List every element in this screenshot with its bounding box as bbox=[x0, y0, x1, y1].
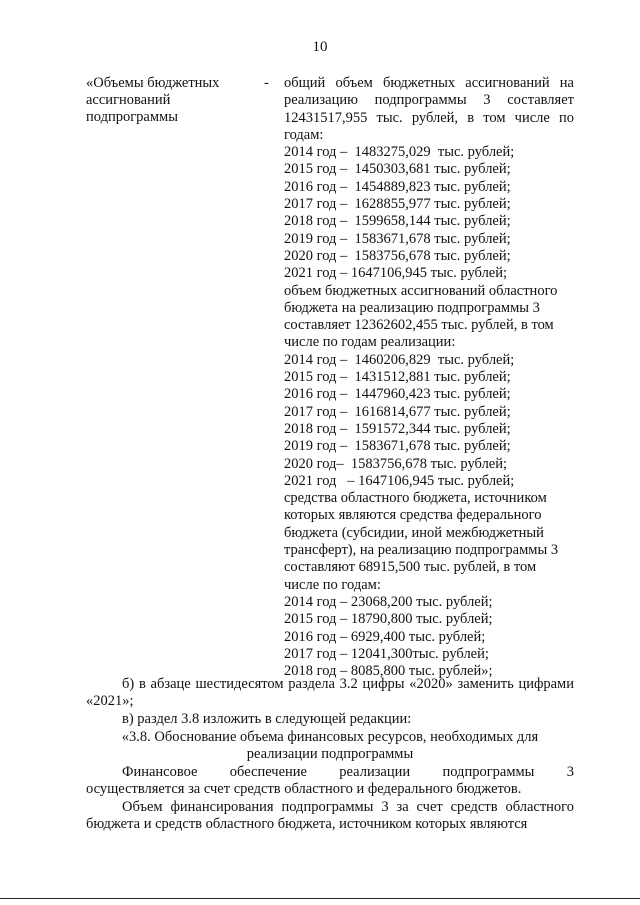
year-line: 2019 год – 1583671,678 тыс. рублей; bbox=[284, 230, 511, 247]
financing-first-line bbox=[86, 764, 574, 781]
row-dash: - bbox=[264, 75, 269, 91]
paragraph-b: б) в абзаце шестидесятом раздела 3.2 цифры «2020» заменить цифрами «2021»; bbox=[86, 676, 574, 710]
year-line: 2014 год – 1460206,829 тыс. рублей; bbox=[284, 351, 515, 368]
year-line: 2021 год – 1647106,945 тыс. рублей; bbox=[284, 265, 508, 282]
total-allocation-intro: общий объем бюджетных ассигнований на реализацию подпрограммы 3 составляет 12431517,955 тыс. рублей, в том числе по годам: bbox=[284, 75, 574, 143]
text-line: числе по годам: bbox=[284, 576, 381, 593]
regional-years-list bbox=[284, 352, 574, 490]
year-line: 2016 год – 1454889,823 тыс. рублей; bbox=[284, 178, 511, 195]
section-title-line-2: реализации подпрограммы bbox=[246, 746, 414, 762]
regional-budget-intro bbox=[284, 283, 574, 352]
text-line: составляют 68915,500 тыс. рублей, в том bbox=[284, 559, 537, 576]
financing-word: обеспечение bbox=[229, 764, 307, 780]
passport-row-label bbox=[86, 75, 266, 126]
year-line: 2019 год – 1583671,678 тыс. рублей; bbox=[284, 438, 511, 455]
year-line: 2021 год – 1647106,945 тыс. рублей; bbox=[284, 472, 515, 489]
year-line: 2018 год – 8085,800 тыс. рублей»; bbox=[284, 663, 493, 680]
year-line: 2015 год – 1431512,881 тыс. рублей; bbox=[284, 369, 511, 386]
total-years-list bbox=[284, 144, 574, 282]
label-line: ассигнований bbox=[86, 92, 171, 108]
financing-second-line: осуществляется за счет средств областного и федерального бюджетов. bbox=[86, 781, 522, 797]
page-number: 10 bbox=[312, 39, 328, 55]
year-line: 2020 год– 1583756,678 тыс. рублей; bbox=[284, 455, 508, 472]
financing-word: Финансовое bbox=[122, 764, 198, 780]
year-line: 2014 год – 23068,200 тыс. рублей; bbox=[284, 593, 493, 610]
text-line: бюджета (субсидии, иной межбюджетный bbox=[284, 524, 544, 541]
passport-row-value bbox=[284, 75, 574, 680]
year-line: 2015 год – 18790,800 тыс. рублей; bbox=[284, 611, 493, 628]
section-title-line-1: «3.8. Обоснование объема финансовых ресурсов, необходимых для bbox=[121, 729, 539, 745]
year-line: 2018 год – 1591572,344 тыс. рублей; bbox=[284, 420, 511, 437]
text-line: средства областного бюджета, источником bbox=[284, 490, 547, 507]
federal-funds-intro bbox=[284, 490, 574, 594]
financing-word: подпрограммы bbox=[442, 764, 535, 780]
page-bottom-border bbox=[0, 898, 640, 899]
text-line: трансферт), на реализацию подпрограммы 3 bbox=[284, 542, 559, 559]
text-line: числе по годам реализации: bbox=[284, 334, 456, 351]
year-line: 2016 год – 1447960,423 тыс. рублей; bbox=[284, 386, 511, 403]
financing-word: реализации bbox=[339, 764, 411, 780]
year-line: 2015 год – 1450303,681 тыс. рублей; bbox=[284, 161, 511, 178]
text-line: составляет 12362602,455 тыс. рублей, в том bbox=[284, 317, 554, 334]
text-line: бюджета на реализацию подпрограммы 3 bbox=[284, 299, 540, 316]
federal-years-list bbox=[284, 594, 574, 680]
text-line: которых являются средства федерального bbox=[284, 507, 542, 524]
paragraph-v: в) раздел 3.8 изложить в следующей редакции: bbox=[122, 711, 412, 727]
year-line: 2017 год – 1616814,677 тыс. рублей; bbox=[284, 403, 511, 420]
label-line: подпрограммы bbox=[86, 109, 178, 125]
year-line: 2018 год – 1599658,144 тыс. рублей; bbox=[284, 213, 511, 230]
year-line: 2020 год – 1583756,678 тыс. рублей; bbox=[284, 247, 511, 264]
year-line: 2014 год – 1483275,029 тыс. рублей; bbox=[284, 144, 515, 161]
year-line: 2017 год – 12041,300тыс. рублей; bbox=[284, 645, 489, 662]
text-line: объем бюджетных ассигнований областного bbox=[284, 282, 558, 299]
year-line: 2016 год – 6929,400 тыс. рублей; bbox=[284, 628, 486, 645]
financing-word: 3 bbox=[566, 764, 574, 780]
year-line: 2017 год – 1628855,977 тыс. рублей; bbox=[284, 196, 511, 213]
label-line: «Объемы бюджетных bbox=[86, 75, 220, 91]
last-paragraph: Объем финансирования подпрограммы 3 за счет средств областного бюджета и средств областного бюджета, источником которых являются bbox=[86, 799, 574, 833]
